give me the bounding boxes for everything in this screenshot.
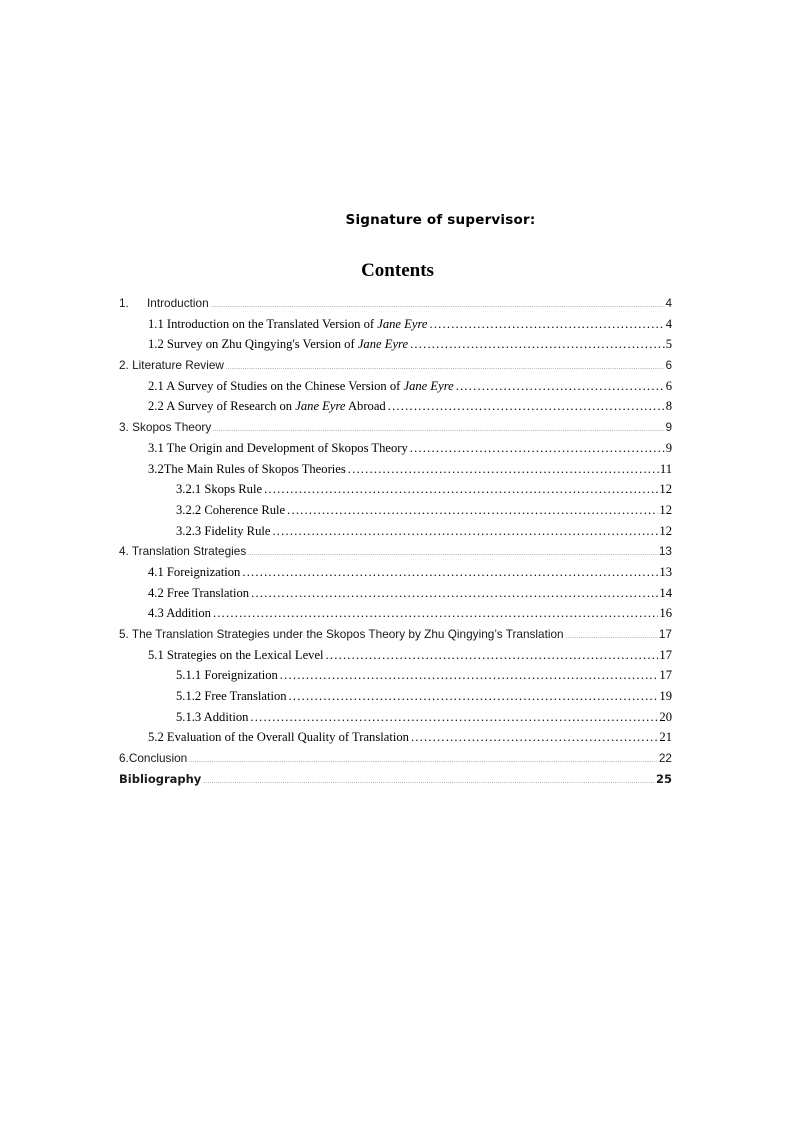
- toc-entry-text: 5.1.1 Foreignization: [176, 668, 278, 683]
- dot-leader: [429, 314, 664, 335]
- toc-entry[interactable]: [119, 521, 672, 542]
- toc-entry-text: 5. The Translation Strategies under the Skopos Theory by Zhu Qingying’s Translation: [119, 627, 564, 641]
- toc-entry-title: [148, 645, 324, 666]
- toc-entry-number: 1.: [119, 296, 129, 310]
- toc-entry-text: 3. Skopos Theory: [119, 420, 212, 435]
- dot-leader: [250, 707, 658, 728]
- toc-entry[interactable]: [119, 293, 672, 314]
- toc-entry-text: 2.2 A Survey of Research on: [148, 399, 296, 414]
- toc-entry-italic-title: Jane Eyre: [295, 399, 346, 414]
- toc-entry[interactable]: [119, 334, 672, 355]
- toc-entry-title: [148, 562, 240, 583]
- toc-entry-page-number: 17: [658, 627, 672, 641]
- toc-entry[interactable]: [119, 314, 672, 335]
- toc-entry[interactable]: [119, 686, 672, 707]
- toc-entry[interactable]: [119, 438, 672, 459]
- toc-entry-text: 1.1 Introduction on the Translated Version of: [148, 316, 378, 331]
- toc-entry-text: 3.2.3 Fidelity Rule: [176, 523, 271, 538]
- toc-entry-page-number: 4: [665, 316, 672, 331]
- toc-entry[interactable]: [119, 459, 672, 480]
- toc-entry-page-number: 6: [665, 378, 672, 393]
- toc-entry[interactable]: [119, 355, 672, 376]
- toc-entry-text: 4.3 Addition: [148, 606, 211, 621]
- toc-entry-text: 5.1.2 Free Translation: [176, 689, 287, 704]
- toc-entry[interactable]: [119, 500, 672, 521]
- toc-entry-page-number: 5: [665, 337, 672, 352]
- toc-entry-text: 5.1 Strategies on the Lexical Level: [148, 647, 324, 662]
- toc-entry-italic-title: Jane Eyre: [357, 337, 409, 352]
- toc-entry[interactable]: [119, 769, 672, 790]
- toc-entry-title: [176, 521, 270, 542]
- toc-entry-title: [148, 583, 249, 604]
- toc-entry-page-number: 12: [659, 482, 672, 497]
- toc-entry-title: [176, 686, 287, 707]
- toc-entry-text: 5.1.3 Addition: [176, 709, 249, 724]
- toc-entry-text: 5.2 Evaluation of the Overall Quality of Translation: [148, 730, 409, 745]
- toc-entry-title: [176, 479, 262, 500]
- toc-entry-title: [119, 355, 224, 376]
- toc-entry-title: [176, 665, 278, 686]
- toc-entry-text: 3.2The Main Rules of Skopos Theories: [148, 461, 346, 476]
- toc-entry-page-number: 9: [665, 440, 672, 455]
- toc-entry[interactable]: [119, 645, 672, 666]
- toc-entry-page-number: 13: [658, 544, 672, 559]
- toc-entry-page-number: 19: [659, 689, 672, 704]
- toc-entry-page-number: 22: [658, 751, 672, 766]
- dot-leader: [287, 500, 658, 521]
- dot-leader: [456, 376, 665, 397]
- toc-entry[interactable]: [119, 583, 672, 604]
- toc-entry-title: [119, 748, 187, 769]
- toc-entry-page-number: 14: [659, 585, 672, 600]
- toc-entry-title: [148, 603, 211, 624]
- toc-entry-text: 4.2 Free Translation: [148, 585, 250, 600]
- toc-entry-text: 3.1 The Origin and Development of Skopos Theory: [148, 440, 408, 455]
- toc-entry[interactable]: [119, 396, 672, 417]
- toc-entry[interactable]: [119, 727, 672, 748]
- dot-leader: [326, 645, 659, 666]
- toc-entry[interactable]: [119, 562, 672, 583]
- toc-entry-title: [148, 334, 408, 355]
- dot-leader: [189, 751, 658, 772]
- toc-entry-title: [148, 459, 346, 480]
- dot-leader: [213, 603, 658, 624]
- toc-entry-italic-title: Jane Eyre: [403, 378, 454, 393]
- dot-leader: [264, 479, 658, 500]
- toc-entry-title: [148, 396, 386, 417]
- toc-entry-text-suffix: Abroad: [345, 399, 386, 414]
- toc-entry-text: 3.2.1 Skops Rule: [176, 482, 263, 497]
- toc-entry-title: [119, 417, 211, 438]
- table-of-contents: [119, 293, 672, 790]
- toc-entry-title: [148, 438, 408, 459]
- toc-entry-title: [176, 500, 285, 521]
- toc-entry-title: [119, 541, 246, 562]
- toc-entry-page-number: 6: [665, 358, 672, 373]
- dot-leader: [410, 438, 665, 459]
- toc-entry-title: [148, 314, 427, 335]
- dot-leader: [242, 562, 658, 583]
- toc-entry-title: [119, 769, 201, 790]
- toc-entry-page-number: 4: [665, 296, 672, 310]
- signature-label: Signature of supervisor:: [345, 212, 536, 228]
- dot-leader: [272, 521, 658, 542]
- toc-entry-page-number: 12: [659, 523, 672, 538]
- toc-entry-text: Bibliography: [119, 771, 202, 786]
- toc-entry-text: 4.1 Foreignization: [148, 564, 241, 579]
- toc-entry-text: 3.2.2 Coherence Rule: [176, 502, 286, 517]
- toc-entry-page-number: 21: [659, 730, 672, 745]
- toc-entry-text: 2. Literature Review: [119, 358, 224, 373]
- toc-entry-text: 4. Translation Strategies: [119, 544, 247, 559]
- dot-leader: [203, 772, 655, 793]
- dot-leader: [410, 334, 665, 355]
- toc-entry[interactable]: [119, 707, 672, 728]
- toc-entry[interactable]: [119, 603, 672, 624]
- toc-entry-page-number: 13: [659, 564, 672, 579]
- toc-entry-text: Introduction: [147, 296, 209, 310]
- dot-leader: [251, 583, 658, 604]
- toc-entry-page-number: 17: [659, 647, 672, 662]
- toc-entry[interactable]: [119, 624, 672, 645]
- contents-title: Contents: [361, 260, 434, 281]
- toc-entry[interactable]: [119, 665, 672, 686]
- toc-entry[interactable]: [119, 541, 672, 562]
- toc-entry-page-number: 20: [659, 709, 672, 724]
- toc-entry-title: [119, 293, 209, 314]
- toc-entry-title: [176, 707, 248, 728]
- toc-entry[interactable]: [119, 479, 672, 500]
- toc-entry[interactable]: [119, 376, 672, 397]
- dot-leader: [411, 727, 658, 748]
- toc-entry-title: [119, 624, 564, 645]
- toc-entry-page-number: 8: [665, 399, 672, 414]
- toc-entry-text: 6.Conclusion: [119, 751, 188, 766]
- dot-leader: [348, 459, 659, 480]
- dot-leader: [280, 665, 659, 686]
- toc-entry-page-number: 16: [659, 606, 672, 621]
- toc-entry[interactable]: [119, 748, 672, 769]
- toc-entry-title: [148, 376, 454, 397]
- toc-entry-italic-title: Jane Eyre: [377, 316, 428, 331]
- toc-entry-page-number: 17: [659, 668, 672, 683]
- dot-leader: [388, 396, 665, 417]
- dot-leader: [289, 686, 659, 707]
- toc-entry[interactable]: [119, 417, 672, 438]
- toc-entry-page-number: 9: [665, 420, 672, 435]
- toc-entry-text: 1.2 Survey on Zhu Qingying's Version of: [148, 337, 358, 352]
- toc-entry-page-number: 12: [659, 502, 672, 517]
- toc-entry-title: [148, 727, 409, 748]
- toc-entry-page-number: 11: [659, 461, 672, 476]
- toc-entry-text: 2.1 A Survey of Studies on the Chinese Version of: [148, 378, 404, 393]
- toc-entry-page-number: 25: [655, 771, 672, 786]
